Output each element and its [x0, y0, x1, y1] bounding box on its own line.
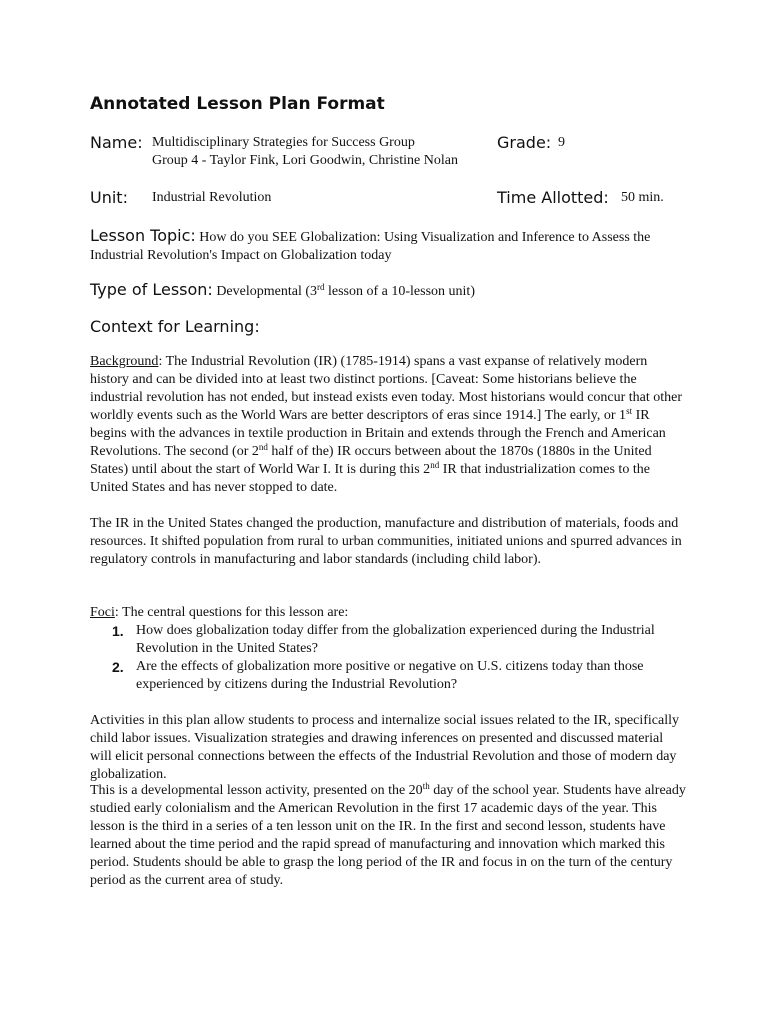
developmental-lesson-paragraph: This is a developmental lesson activity, presented on the 20th day of the school year. Students have already studied early colonialism and the American Revolution in the first 17 academic days of the year. This lesson is the third in a series of a ten lesson unit on the IR. In the first and second lesson, students have learned about the time period and the rapid spread of manufacturing and innovation which marked this period. Students should be able to grasp the long period of the IR and focus in on the turn of the century period as the current area of study. — [90, 781, 686, 888]
background-paragraph: Background: The Industrial Revolution (IR) (1785-1914) spans a vast expanse of relatively modern history and can be divided into at least two distinct portions. [Caveat: Some historians believe the industrial revolution has not ended, but instead exists even today. Most historians would concur that other worldly events such as the World Wars are better descriptors of eras since 1914.] The early, or 1st IR begins with the advances in textile production in Britain and extends through the French and American Revolutions. The second (or 2nd half of the) IR occurs between about the 1870s (1880s in the United States) until about the start of World War I. It is during this 2nd IR that industrialization comes to the United States and has never stopped to date. — [90, 354, 683, 495]
type-of-lesson-value: Developmental (3rd lesson of a 10-lesson unit) — [216, 282, 475, 299]
name-line-2: Group 4 - Taylor Fink, Lori Goodwin, Christine Nolan — [152, 153, 458, 168]
unit-label: Unit: — [90, 188, 128, 207]
name-label: Name: — [90, 133, 143, 152]
time-allotted-value: 50 min. — [621, 190, 664, 205]
foci-intro: Foci: The central questions for this lesson are: — [90, 605, 349, 620]
foci-label: Foci — [90, 605, 115, 620]
ir-united-states-paragraph: The IR in the United States changed the production, manufacture and distribution of materials, foods and resources. It shifted population from rural to urban communities, initiated unions and spurred advances in regulatory controls in manufacturing and labor standards (including child labor). — [90, 516, 682, 567]
unit-value: Industrial Revolution — [152, 190, 272, 205]
lesson-topic — [90, 227, 686, 265]
document-title: Annotated Lesson Plan Format — [90, 94, 385, 114]
type-of-lesson — [90, 281, 686, 301]
lesson-topic-label: Lesson Topic: — [90, 226, 196, 245]
foci-question: 1. How does globalization today differ from the globalization experienced during the Industrial Revolution in the United States? — [112, 623, 655, 656]
foci-question: 2. Are the effects of globalization more positive or negative on U.S. citizens today than those experienced by citizens during the Industrial Revolution? — [112, 659, 644, 692]
type-of-lesson-label: Type of Lesson: — [90, 280, 213, 299]
time-allotted-label: Time Allotted: — [497, 188, 609, 207]
context-heading: Context for Learning: — [90, 317, 260, 336]
grade-label: Grade: — [497, 133, 552, 152]
grade-value: 9 — [558, 135, 565, 150]
background-label: Background — [90, 354, 159, 369]
foci-question-list — [112, 622, 672, 694]
lesson-topic-value: How do you SEE Globalization: Using Visualization and Inference to Assess the Industrial Revolution's Impact on Globalization today — [90, 230, 651, 263]
name-line-1: Multidisciplinary Strategies for Success Group — [152, 135, 415, 150]
activities-paragraph: Activities in this plan allow students to process and internalize social issues related to the IR, specifically child labor issues. Visualization strategies and drawing inferences on presented and discussed material will elicit personal connections between the effects of the Industrial Revolution and those of modern day globalization. — [90, 713, 680, 782]
